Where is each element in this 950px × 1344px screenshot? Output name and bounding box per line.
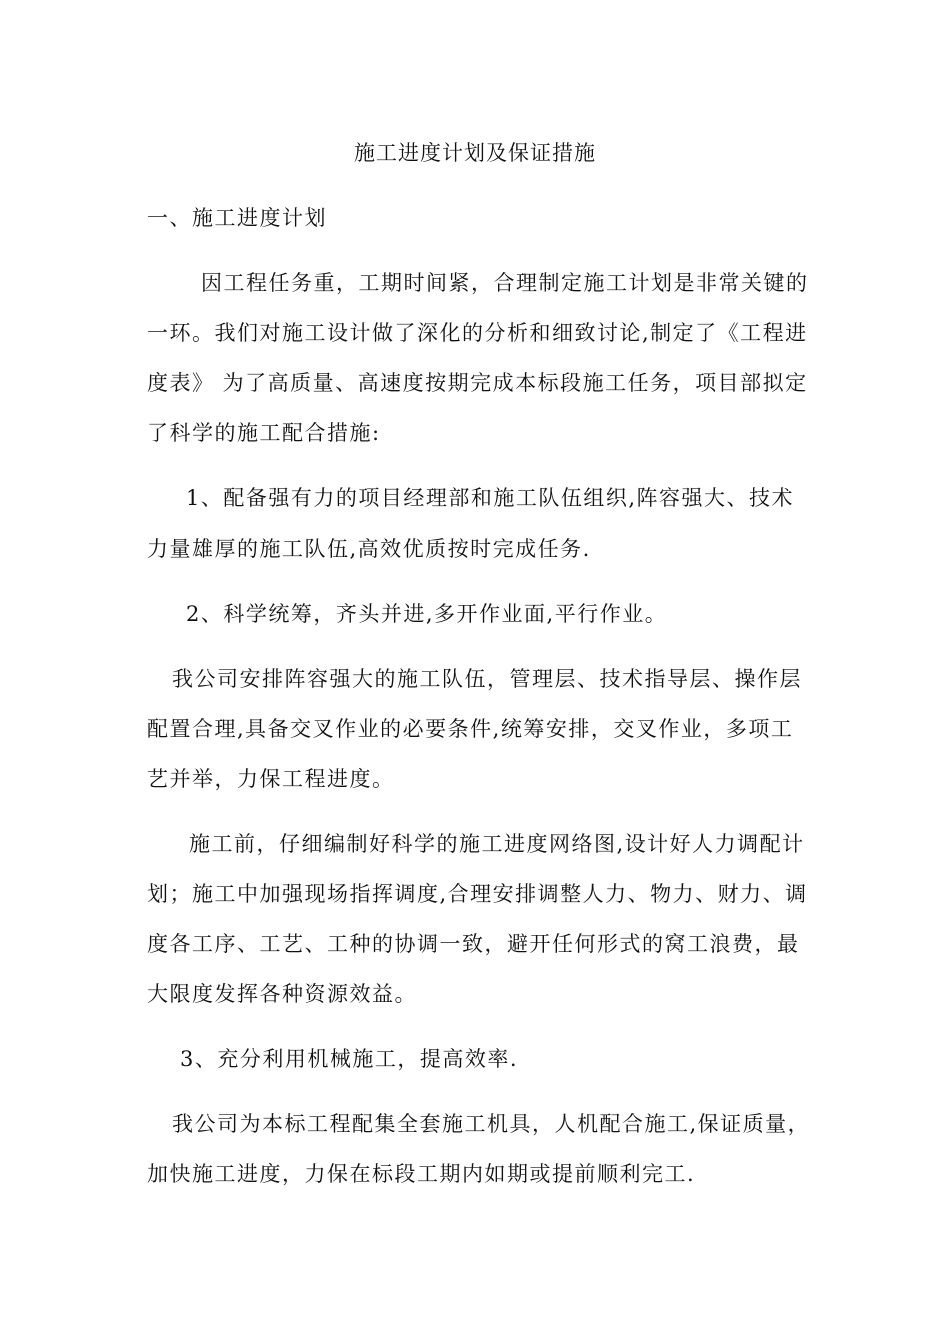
paragraph-5-line-4: 大限度发挥各种资源效益。	[147, 982, 417, 1006]
paragraph-2-line-1: 1、配备强有力的项目经理部和施工队伍组织,阵容强大、技术	[186, 486, 795, 510]
paragraph-4-line-1: 我公司安排阵容强大的施工队伍，管理层、技术指导层、操作层	[172, 667, 802, 691]
paragraph-4-line-3: 艺并举，力保工程进度。	[147, 767, 395, 791]
paragraph-5-line-1: 施工前，仔细编制好科学的施工进度网络图,设计好人力调配计	[189, 832, 805, 856]
paragraph-1-line-4: 了科学的施工配合措施:	[147, 421, 381, 445]
paragraph-2-line-2: 力量雄厚的施工队伍,高效优质按时完成任务.	[147, 537, 591, 561]
paragraph-3-line-1: 2、科学统筹，齐头并进,多开作业面,平行作业。	[186, 602, 668, 626]
paragraph-5-line-2: 划；施工中加强现场指挥调度,合理安排调整人力、物力、财力、调	[147, 882, 808, 906]
paragraph-1-line-2: 一环。我们对施工设计做了深化的分析和细致讨论,制定了《工程进	[147, 321, 808, 345]
section-heading: 一、施工进度计划	[147, 206, 327, 230]
paragraph-1-line-3: 度表》 为了高质量、高速度按期完成本标段施工任务，项目部拟定	[147, 371, 808, 395]
paragraph-7-line-2: 加快施工进度，力保在标段工期内如期或提前顺利完工.	[147, 1162, 696, 1186]
paragraph-6-line-1: 3、充分利用机械施工，提高效率.	[180, 1047, 519, 1071]
paragraph-5-line-3: 度各工序、工艺、工种的协调一致，避开任何形式的窝工浪费，最	[147, 932, 800, 956]
document-title: 施工进度计划及保证措施	[354, 141, 596, 165]
paragraph-7-line-1: 我公司为本标工程配集全套施工机具，人机配合施工,保证质量，	[172, 1112, 811, 1136]
paragraph-4-line-2: 配置合理,具备交叉作业的必要条件,统筹安排，交叉作业，多项工	[147, 717, 794, 741]
paragraph-1-line-1: 因工程任务重，工期时间紧，合理制定施工计划是非常关键的	[201, 271, 809, 295]
